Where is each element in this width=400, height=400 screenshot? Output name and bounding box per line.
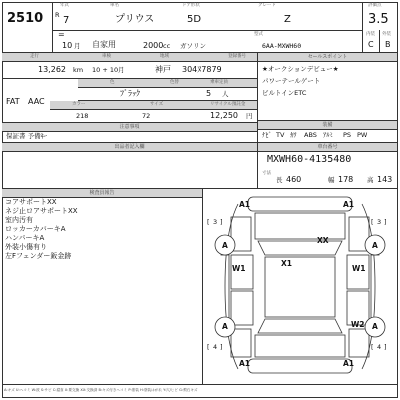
note-line-6: 外装小傷有り xyxy=(5,243,47,251)
model-label: 型式 xyxy=(254,32,263,37)
recycle-unit: 円 xyxy=(246,112,253,120)
mileage-label: 走行 xyxy=(30,54,39,59)
number-label: 登録番号 xyxy=(228,54,246,59)
length-value: 460 xyxy=(286,175,302,184)
color-label: 色 xyxy=(110,80,115,85)
colorchange-label: 色替 xyxy=(170,80,179,85)
exterior-label: 外装 xyxy=(382,32,391,37)
interior-label: 内装 xyxy=(366,32,375,37)
color-name: ﾌﾞﾗｯｸ xyxy=(120,89,140,98)
equip-ps: PS xyxy=(343,131,352,139)
name-label: 車名 xyxy=(110,3,119,8)
mileage-unit: km xyxy=(73,66,84,74)
mark-w1-left: W1 xyxy=(232,264,246,273)
sales-line-3: ビルトインETC xyxy=(262,89,307,97)
tire-depth-rr: 4 xyxy=(377,343,382,351)
door-rl xyxy=(231,291,253,325)
mark-x1: X1 xyxy=(281,259,293,268)
mileage-value: 13,262 xyxy=(38,65,66,74)
shaken-label: 車検 xyxy=(102,54,111,59)
grade-split xyxy=(379,30,380,52)
model-value: 6AA-MXWH60 xyxy=(262,42,302,50)
doors-value: 5D xyxy=(187,14,202,25)
bracket-open-3-right: [ xyxy=(371,218,374,226)
rear-bumper xyxy=(248,359,355,373)
chassis-header-text: 車台番号 xyxy=(317,144,338,150)
mark-a-wheel-fr: A xyxy=(372,241,378,250)
width-label: 幅 xyxy=(328,176,335,184)
row2-header xyxy=(2,53,257,62)
equip-pw: PW xyxy=(357,131,368,139)
doors-label: ドア形状 xyxy=(182,3,200,8)
car-diagram xyxy=(203,189,397,383)
hood xyxy=(255,213,345,239)
sales-header xyxy=(258,53,397,62)
quarter-rl xyxy=(231,329,251,357)
note-header xyxy=(2,123,257,132)
mark-a1-rear-left: A1 xyxy=(239,359,251,368)
year-era: R xyxy=(55,11,60,19)
score-divider xyxy=(362,2,363,52)
capacity-label: 乗車定員 xyxy=(210,80,228,85)
body-label: カラー xyxy=(72,102,86,107)
tire-depth-fr: 3 xyxy=(377,218,382,226)
usage-value: 自家用 xyxy=(92,40,116,49)
trunk xyxy=(255,335,345,357)
equip-tv: TV xyxy=(276,131,285,139)
equip-alumi: ｱﾙﾐ xyxy=(323,131,333,139)
month-unit: 月 xyxy=(74,42,81,50)
warranty-text: 保証書 予備ｷｰ xyxy=(6,132,48,140)
grade-label: グレード xyxy=(258,3,276,8)
frame-bottom xyxy=(2,397,398,398)
exhibitor-header xyxy=(2,143,257,152)
shaken-value: 10 + 10 xyxy=(92,66,119,74)
roof xyxy=(265,257,335,317)
month-value: 10 xyxy=(62,41,73,50)
area-label: 地域 xyxy=(160,54,169,59)
lot-number: 2510 xyxy=(7,11,44,26)
mark-w2-right: W2 xyxy=(351,320,365,329)
year-label: 年式 xyxy=(60,3,69,8)
seats-unit: 人 xyxy=(222,90,229,98)
bracket-close-3-left: ] xyxy=(220,218,223,226)
score-value: 3.5 xyxy=(368,12,389,27)
exhibitor-header-text: 出品者記入欄 xyxy=(114,144,145,150)
dims-label: 寸法 xyxy=(262,171,271,176)
color-code: 218 xyxy=(76,112,89,120)
equip-header xyxy=(258,121,397,130)
area-number: 304ﾇ7879 xyxy=(182,65,222,74)
equip-abs: ABS xyxy=(304,131,317,139)
quarter-rr xyxy=(349,329,369,357)
size-label: サイズ xyxy=(150,102,164,107)
bracket-open-4-left: [ xyxy=(207,343,210,351)
sales-header-text: セールスポイント xyxy=(307,54,348,60)
tire-depth-fl: 3 xyxy=(213,218,218,226)
note-header-text: 注意事項 xyxy=(119,124,140,130)
lot-divider xyxy=(52,2,53,52)
mark-a-wheel-fl: A xyxy=(222,241,228,250)
bracket-open-3-left: [ xyxy=(207,218,210,226)
mark-a1-front-right: A1 xyxy=(343,200,355,209)
note-line-3: 室内汚有 xyxy=(5,216,33,224)
recycle-label: リサイクル預託金 xyxy=(210,102,246,107)
score-label: 評価点 xyxy=(368,3,382,8)
chassis-header xyxy=(258,143,397,152)
mark-a1-front-left: A1 xyxy=(239,200,251,209)
interior-grade: C xyxy=(368,40,374,49)
seats-value: 5 xyxy=(206,89,212,98)
equip-header-text: 装備 xyxy=(322,122,333,128)
length-label: 長 xyxy=(276,176,283,184)
year-value: 7 xyxy=(63,15,70,26)
bracket-open-4-right: [ xyxy=(371,343,374,351)
footer-line xyxy=(2,384,398,385)
chassis-number: MXWH60-4135480 xyxy=(267,154,352,165)
sales-line-1: ★オークションデビュー★ xyxy=(262,65,339,73)
height-label: 高 xyxy=(367,176,374,184)
eq-sign: = xyxy=(58,30,65,39)
sales-line-2: パワーテールゲート xyxy=(262,77,321,85)
cc-unit: cc xyxy=(163,42,171,50)
bracket-close-3-right: ] xyxy=(384,218,387,226)
trans-2: AAC xyxy=(28,97,45,106)
note-line-5: ハンパーキA xyxy=(5,234,45,242)
car-outline-left xyxy=(225,204,238,369)
exterior-grade: B xyxy=(385,40,391,49)
windshield xyxy=(258,241,342,255)
mark-a1-rear-right: A1 xyxy=(343,359,355,368)
note-line-4: ロッカーカバーキA xyxy=(5,225,66,233)
color-header xyxy=(78,79,257,88)
note-line-7: 左Fフェンダー鈑金跡 xyxy=(5,252,72,260)
area-value: 神戸 xyxy=(155,65,171,74)
color-code-sub: 72 xyxy=(142,112,151,120)
height-value: 143 xyxy=(377,175,393,184)
mark-w1-right: W1 xyxy=(352,264,366,273)
note-line-1: コアサポートXX xyxy=(5,198,57,206)
car-name: プリウス xyxy=(115,14,155,25)
fuel-value: ガソリン xyxy=(180,42,206,50)
mark-xx: XX xyxy=(317,236,329,245)
frame-right xyxy=(397,2,398,398)
footer-legend: A:キズ U:ヘコミ W:波 S:サビ C:腐食 X:要交換 XX:交換済 B:キズ付きヘコミ P:塗装 H:塗装はがれ Y:穴/ヒビ G:飛石キズ xyxy=(4,388,198,392)
rear-window xyxy=(258,319,342,333)
trans-1: FAT xyxy=(6,97,20,106)
shaken-unit: 月 xyxy=(118,66,125,74)
front-bumper xyxy=(248,197,355,211)
tire-depth-rl: 4 xyxy=(213,343,218,351)
width-value: 178 xyxy=(338,175,354,184)
inspect-header-text: 検査員報告 xyxy=(89,190,115,196)
recycle-value: 12,250 xyxy=(210,111,238,120)
note-line-2: ネジ止ロアサポートXX xyxy=(5,207,78,215)
mark-a-wheel-rl: A xyxy=(222,322,228,331)
equip-leather: ｶﾜ xyxy=(290,131,297,139)
mark-a-wheel-rr: A xyxy=(372,322,378,331)
grade-value: Z xyxy=(284,14,291,25)
equip-navi: ﾅﾋﾞ xyxy=(262,131,272,139)
bracket-close-4-left: ] xyxy=(220,343,223,351)
row1-mid-line xyxy=(52,30,362,31)
inspect-header xyxy=(2,189,202,198)
bracket-close-4-right: ] xyxy=(384,343,387,351)
cc-value: 2000 xyxy=(143,41,164,50)
